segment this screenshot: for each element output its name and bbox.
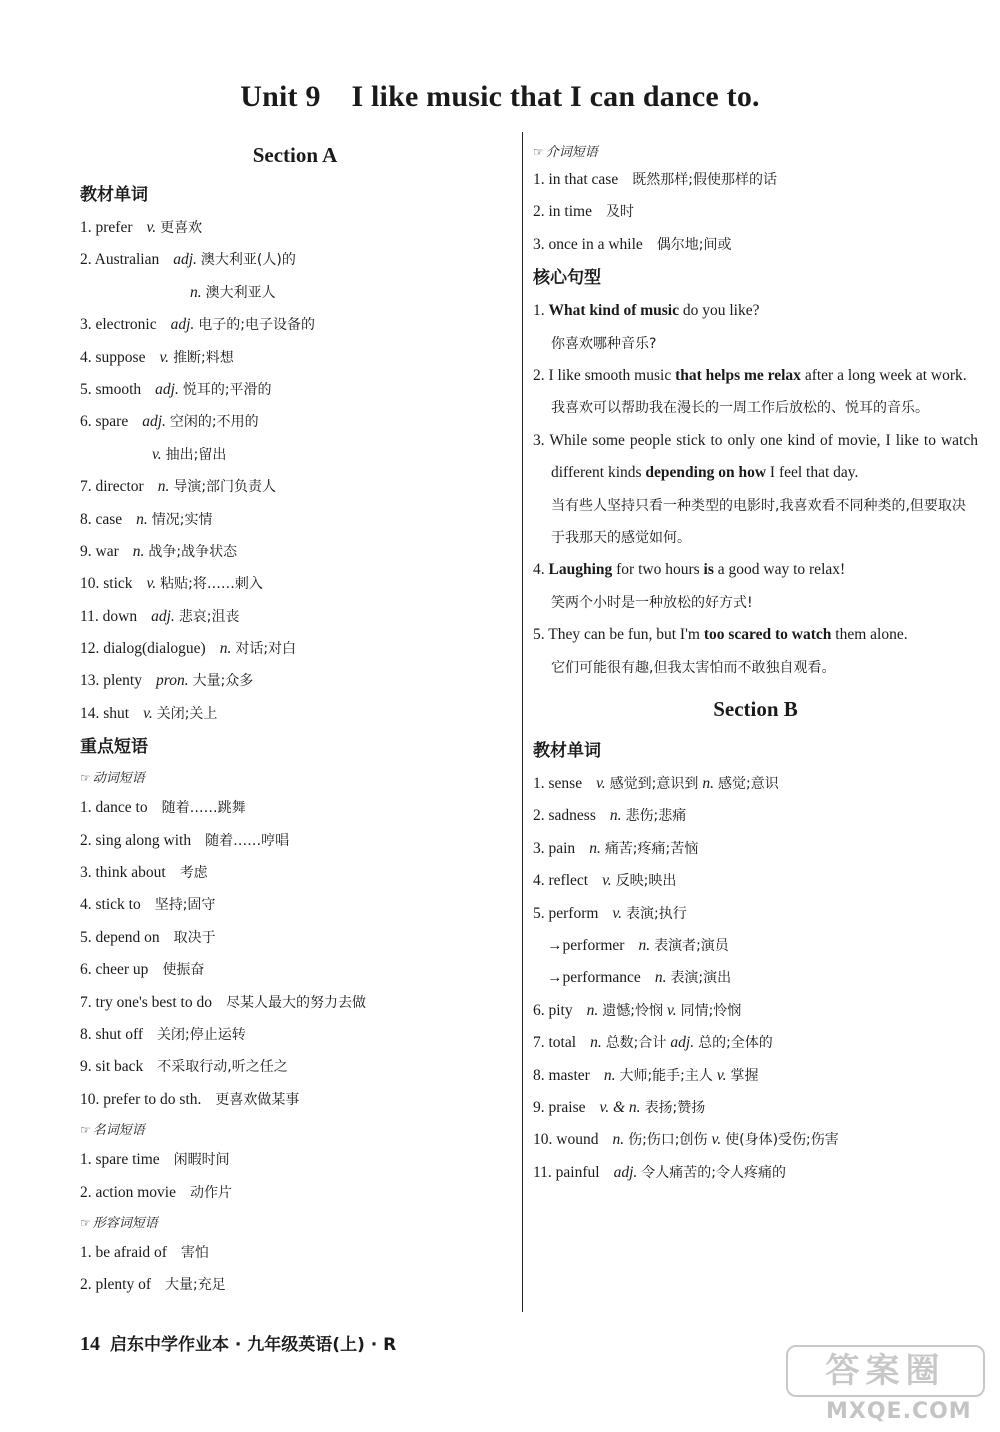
phrase-heading: 重点短语 — [80, 737, 148, 758]
part-of-speech: v. — [596, 775, 606, 793]
vocab-item — [80, 536, 510, 568]
part-of-speech-2: n. — [702, 775, 715, 793]
phrase-en: 1. dance to — [80, 799, 148, 817]
phrase-item — [533, 229, 978, 261]
vocab-meaning-2: 总的;全体的 — [698, 1035, 773, 1052]
verb-phrase-label: ☞ 动词短语 — [80, 771, 145, 787]
left-column — [80, 132, 510, 1302]
part-of-speech: adj. — [173, 251, 197, 269]
vocab-meaning-2: 感觉;意识 — [718, 776, 779, 793]
vocab-word: 9. war — [80, 542, 119, 560]
phrase-item — [80, 1051, 510, 1083]
phrase-item — [80, 792, 510, 824]
vocab-meaning: 悲哀;沮丧 — [178, 608, 240, 625]
phrase-en: 1. in that case — [533, 171, 619, 188]
vocab-word: 14. shut — [80, 704, 130, 722]
phrase-en: 2. sing along with — [80, 831, 192, 849]
vocab-item — [80, 439, 510, 471]
vocab-word: 10. stick — [80, 575, 133, 593]
sentence-heading: 核心句型 — [533, 268, 601, 289]
part-of-speech: adj. — [142, 413, 166, 431]
vocab-word: →performance — [547, 969, 641, 987]
vocab-meaning: 更喜欢 — [160, 220, 203, 236]
phrase-en: 2. in time — [533, 203, 592, 221]
phrase-en: 4. stick to — [80, 896, 141, 914]
phrase-en: 1. spare time — [80, 1151, 160, 1169]
noun-phrase-label: ☞ 名词短语 — [80, 1123, 145, 1139]
phrase-en: 2. action movie — [80, 1183, 176, 1201]
watermark-logo: 答案圈 — [786, 1345, 985, 1397]
phrase-en: 8. shut off — [80, 1025, 144, 1043]
noun-phrase-list — [80, 1144, 510, 1209]
part-of-speech: v. — [143, 704, 153, 722]
part-of-speech: n. — [157, 478, 170, 496]
vocab-word: 6. spare — [80, 413, 129, 431]
vocab-meaning: 遗憾;怜悯 — [602, 1002, 663, 1019]
phrase-cn: 随着……哼唱 — [205, 832, 290, 849]
vocab-meaning: 情况;实情 — [151, 511, 213, 528]
sentence-4-cn: 笑两个小时是一种放松的好方式! — [551, 594, 753, 611]
phrase-item — [80, 1269, 510, 1301]
part-of-speech-2: v. — [666, 1001, 677, 1019]
prep-phrase-list — [533, 164, 978, 261]
sentence-5: 5. They can be fun, but I'm too scared to watch them alone. — [533, 626, 908, 644]
vocab-item — [80, 374, 510, 406]
part-of-speech: v. — [146, 575, 157, 593]
vocab-meaning-2: 同情;怜悯 — [680, 1002, 742, 1019]
part-of-speech: v. & n. — [599, 1098, 641, 1116]
phrase-item — [533, 196, 978, 228]
vocab-word: 3. pain — [533, 839, 576, 857]
vocab-item — [80, 277, 510, 309]
part-of-speech-2: adj. — [670, 1034, 695, 1052]
vocab-meaning: 澳大利亚(人)的 — [200, 252, 296, 269]
part-of-speech: v. — [146, 219, 157, 236]
sentence-2-cn: 我喜欢可以帮助我在漫长的一周工作后放松的、悦耳的音乐。 — [551, 400, 929, 417]
vocab-item — [533, 865, 978, 897]
vocab-item — [80, 212, 510, 244]
vocab-item — [80, 471, 510, 503]
phrase-cn: 取决于 — [173, 929, 216, 946]
adj-phrase-label: ☞ 形容词短语 — [80, 1215, 158, 1231]
sentence-1: 1. What kind of music do you like? — [533, 302, 760, 320]
vocab-item — [533, 1092, 978, 1124]
vocab-word: 6. pity — [533, 1001, 573, 1019]
vocab-word: 13. plenty — [80, 672, 142, 690]
vocab-meaning: 总数;合计 — [605, 1035, 667, 1052]
part-of-speech: n. — [609, 807, 622, 825]
phrase-cn: 害怕 — [180, 1244, 209, 1261]
vocab-item — [533, 1157, 978, 1189]
vocab-meaning: 战争;战争状态 — [148, 543, 238, 560]
vocab-item — [533, 995, 978, 1027]
phrase-en: 9. sit back — [80, 1058, 144, 1076]
phrase-en: 1. be afraid of — [80, 1243, 167, 1261]
phrase-en: 7. try one's best to do — [80, 993, 212, 1011]
phrase-cn: 更喜欢做某事 — [215, 1091, 300, 1108]
vocab-word: 5. smooth — [80, 380, 142, 398]
vocab-meaning: 空闲的;不用的 — [169, 414, 259, 431]
vocab-word: 3. electronic — [80, 316, 157, 334]
phrase-cn: 动作片 — [190, 1184, 232, 1201]
watermark-url: MXQE.COM — [826, 1399, 972, 1424]
phrase-item — [80, 825, 510, 857]
adj-phrase-list — [80, 1237, 510, 1302]
vocab-word: 4. suppose — [80, 348, 146, 366]
part-of-speech: n. — [190, 283, 202, 301]
vocab-meaning: 推断;料想 — [173, 349, 234, 366]
phrase-en: 2. plenty of — [80, 1276, 152, 1294]
vocab-meaning: 令人痛苦的;令人疼痛的 — [641, 1164, 786, 1181]
part-of-speech: v. — [152, 445, 162, 463]
section-a-title: Section A — [252, 143, 338, 167]
vocab-meaning: 反映;映出 — [615, 873, 677, 890]
vocab-item — [80, 665, 510, 697]
vocab-item — [80, 342, 510, 374]
phrase-item — [80, 889, 510, 921]
vocab-item — [533, 833, 978, 865]
vocab-meaning: 抽出;留出 — [165, 446, 227, 463]
phrase-item — [80, 1237, 510, 1269]
vocab-meaning: 大师;能手;主人 — [619, 1067, 713, 1084]
vocab-item — [533, 898, 978, 930]
part-of-speech: adj. — [170, 316, 195, 334]
vocab-meaning: 大量;众多 — [192, 673, 254, 690]
part-of-speech: v. — [159, 348, 170, 366]
vocab-meaning: 痛苦;疼痛;苦恼 — [604, 840, 699, 857]
vocab-word: 12. dialog(dialogue) — [80, 640, 206, 658]
phrase-cn: 尽某人最大的努力去做 — [225, 994, 366, 1011]
sentence-4: 4. Laughing for two hours is a good way to relax! — [533, 561, 846, 579]
vocab-word: 11. painful — [533, 1163, 600, 1181]
verb-phrase-list — [80, 792, 510, 1116]
phrase-item — [80, 1144, 510, 1176]
part-of-speech: n. — [612, 1131, 625, 1149]
phrase-en: 3. think about — [80, 864, 166, 882]
part-of-speech: n. — [638, 937, 651, 954]
pointing-hand-icon: ☞ — [533, 145, 544, 159]
vocab-item — [80, 698, 510, 730]
vocab-word: 10. wound — [533, 1131, 599, 1149]
phrase-item — [80, 1177, 510, 1209]
vocab-meaning: 对话;对白 — [235, 641, 297, 658]
vocab-item — [533, 768, 978, 800]
part-of-speech: n. — [603, 1066, 616, 1084]
column-divider — [522, 132, 523, 1312]
phrase-item — [80, 1084, 510, 1116]
vocab-word: 1. sense — [533, 775, 583, 793]
vocab-word: 7. director — [80, 478, 144, 496]
part-of-speech-2: v. — [716, 1066, 727, 1084]
part-of-speech: n. — [586, 1001, 599, 1019]
pointing-hand-icon: ☞ — [80, 771, 91, 786]
part-of-speech: n. — [136, 510, 148, 528]
phrase-cn: 坚持;固守 — [154, 897, 216, 914]
vocab-meaning: 表演;执行 — [626, 905, 687, 922]
sentence-1-cn: 你喜欢哪种音乐? — [551, 335, 657, 352]
vocab-list-b — [533, 768, 978, 1189]
vocab-item — [80, 309, 510, 341]
vocab-item — [533, 962, 978, 994]
phrase-item — [80, 954, 510, 986]
phrase-cn: 既然那样;假使那样的话 — [632, 172, 777, 188]
sentence-3-cn: 当有些人坚持只看一种类型的电影时,我喜欢看不同种类的,但要取决于我那天的感觉如何。 — [551, 497, 966, 547]
phrase-cn: 偶尔地;间或 — [656, 236, 732, 253]
phrase-cn: 关闭;停止运转 — [157, 1026, 246, 1043]
vocab-meaning: 伤;伤口;创伤 — [628, 1132, 708, 1149]
prep-phrase-label: ☞ 介词短语 — [533, 145, 598, 160]
phrase-item — [80, 857, 510, 889]
vocab-word: 5. perform — [533, 904, 599, 922]
phrase-item — [80, 1019, 510, 1051]
page-title: Unit 9 I like music that I can dance to. — [240, 80, 760, 113]
vocab-meaning: 澳大利亚人 — [205, 284, 276, 301]
vocab-word: 8. master — [533, 1066, 590, 1084]
vocab-meaning: 表扬;赞扬 — [644, 1099, 706, 1116]
vocab-word: 2. sadness — [533, 807, 596, 825]
book-title: 启东中学作业本 · 九年级英语(上) · R — [110, 1335, 397, 1355]
vocab-meaning: 表演者;演员 — [654, 938, 729, 954]
vocab-word: 11. down — [80, 607, 138, 625]
vocab-meaning: 感觉到;意识到 — [609, 776, 699, 793]
vocab-heading: 教材单词 — [80, 185, 148, 205]
vocab-item — [533, 930, 978, 962]
vocab-item — [80, 601, 510, 633]
pointing-hand-icon: ☞ — [80, 1123, 91, 1138]
vocab-item — [80, 504, 510, 536]
vocab-item — [533, 1027, 978, 1059]
part-of-speech: adj. — [151, 607, 175, 625]
right-column — [533, 132, 978, 1189]
phrase-cn: 不采取行动,听之任之 — [157, 1059, 288, 1076]
part-of-speech: n. — [654, 969, 667, 987]
vocab-meaning: 悦耳的;平滑的 — [182, 381, 272, 398]
vocab-item — [80, 406, 510, 438]
phrase-cn: 大量;充足 — [165, 1277, 226, 1294]
part-of-speech: adj. — [155, 380, 179, 398]
vocab-item — [533, 800, 978, 832]
phrase-item — [80, 987, 510, 1019]
vocab-meaning: 关闭;关上 — [156, 705, 218, 722]
vocab-word: 4. reflect — [533, 872, 589, 890]
vocab-item — [533, 1124, 978, 1156]
vocab-meaning: 表演;演出 — [670, 970, 732, 987]
vocab-word: 8. case — [80, 510, 123, 528]
page-footer — [80, 1330, 396, 1356]
part-of-speech: n. — [132, 542, 145, 560]
phrase-item — [80, 922, 510, 954]
sentence-5-cn: 它们可能很有趣,但我太害怕而不敢独自观看。 — [551, 659, 836, 676]
part-of-speech: n. — [589, 839, 601, 857]
sentence-2: 2. I like smooth music that helps me relax after a long week at work. — [533, 366, 967, 384]
vocab-meaning-2: 掌握 — [730, 1067, 759, 1084]
vocab-meaning: 悲伤;悲痛 — [625, 808, 687, 825]
vocab-meaning-2: 使(身体)受伤;伤害 — [725, 1132, 839, 1149]
part-of-speech: pron. — [156, 672, 189, 690]
vocab-item — [80, 633, 510, 665]
vocab-item — [533, 1060, 978, 1092]
page-number: 14 — [80, 1333, 100, 1355]
vocab-meaning: 导演;部门负责人 — [173, 479, 277, 496]
part-of-speech: n. — [590, 1034, 602, 1052]
vocab-meaning: 电子的;电子设备的 — [198, 317, 316, 334]
phrase-en: 5. depend on — [80, 928, 160, 946]
pointing-hand-icon: ☞ — [80, 1215, 91, 1230]
phrase-en: 6. cheer up — [80, 961, 149, 979]
vocab-item — [80, 568, 510, 600]
vocab-word: →performer — [547, 937, 625, 954]
phrase-cn: 随着……跳舞 — [161, 800, 246, 817]
phrase-cn: 使振奋 — [162, 962, 205, 979]
part-of-speech-2: v. — [711, 1131, 722, 1149]
watermark — [786, 1345, 981, 1425]
vocab-item — [80, 244, 510, 276]
phrase-en: 3. once in a while — [533, 235, 643, 253]
phrase-item — [533, 164, 978, 196]
vocab-word: 1. prefer — [80, 219, 133, 236]
sentence-3: 3. While some people stick to only one kind of movie, I like to watch different kinds depending on how I feel that day. — [533, 431, 978, 482]
vocab-word: 7. total — [533, 1034, 577, 1052]
phrase-en: 10. prefer to do sth. — [80, 1090, 202, 1108]
section-b-title: Section B — [713, 697, 798, 722]
part-of-speech: v. — [602, 872, 612, 890]
vocab-meaning: 粘贴;将……刺入 — [160, 576, 263, 593]
part-of-speech: adj. — [613, 1163, 638, 1181]
vocab-list — [80, 212, 510, 730]
part-of-speech: v. — [612, 904, 623, 922]
part-of-speech: n. — [219, 640, 232, 658]
vocab-word: 2. Australian — [80, 251, 160, 269]
phrase-cn: 及时 — [605, 204, 634, 221]
phrase-cn: 考虑 — [179, 865, 208, 882]
vocab-word: 9. praise — [533, 1098, 586, 1116]
vocab-heading-b: 教材单词 — [533, 741, 601, 762]
phrase-cn: 闲暇时间 — [173, 1152, 230, 1169]
